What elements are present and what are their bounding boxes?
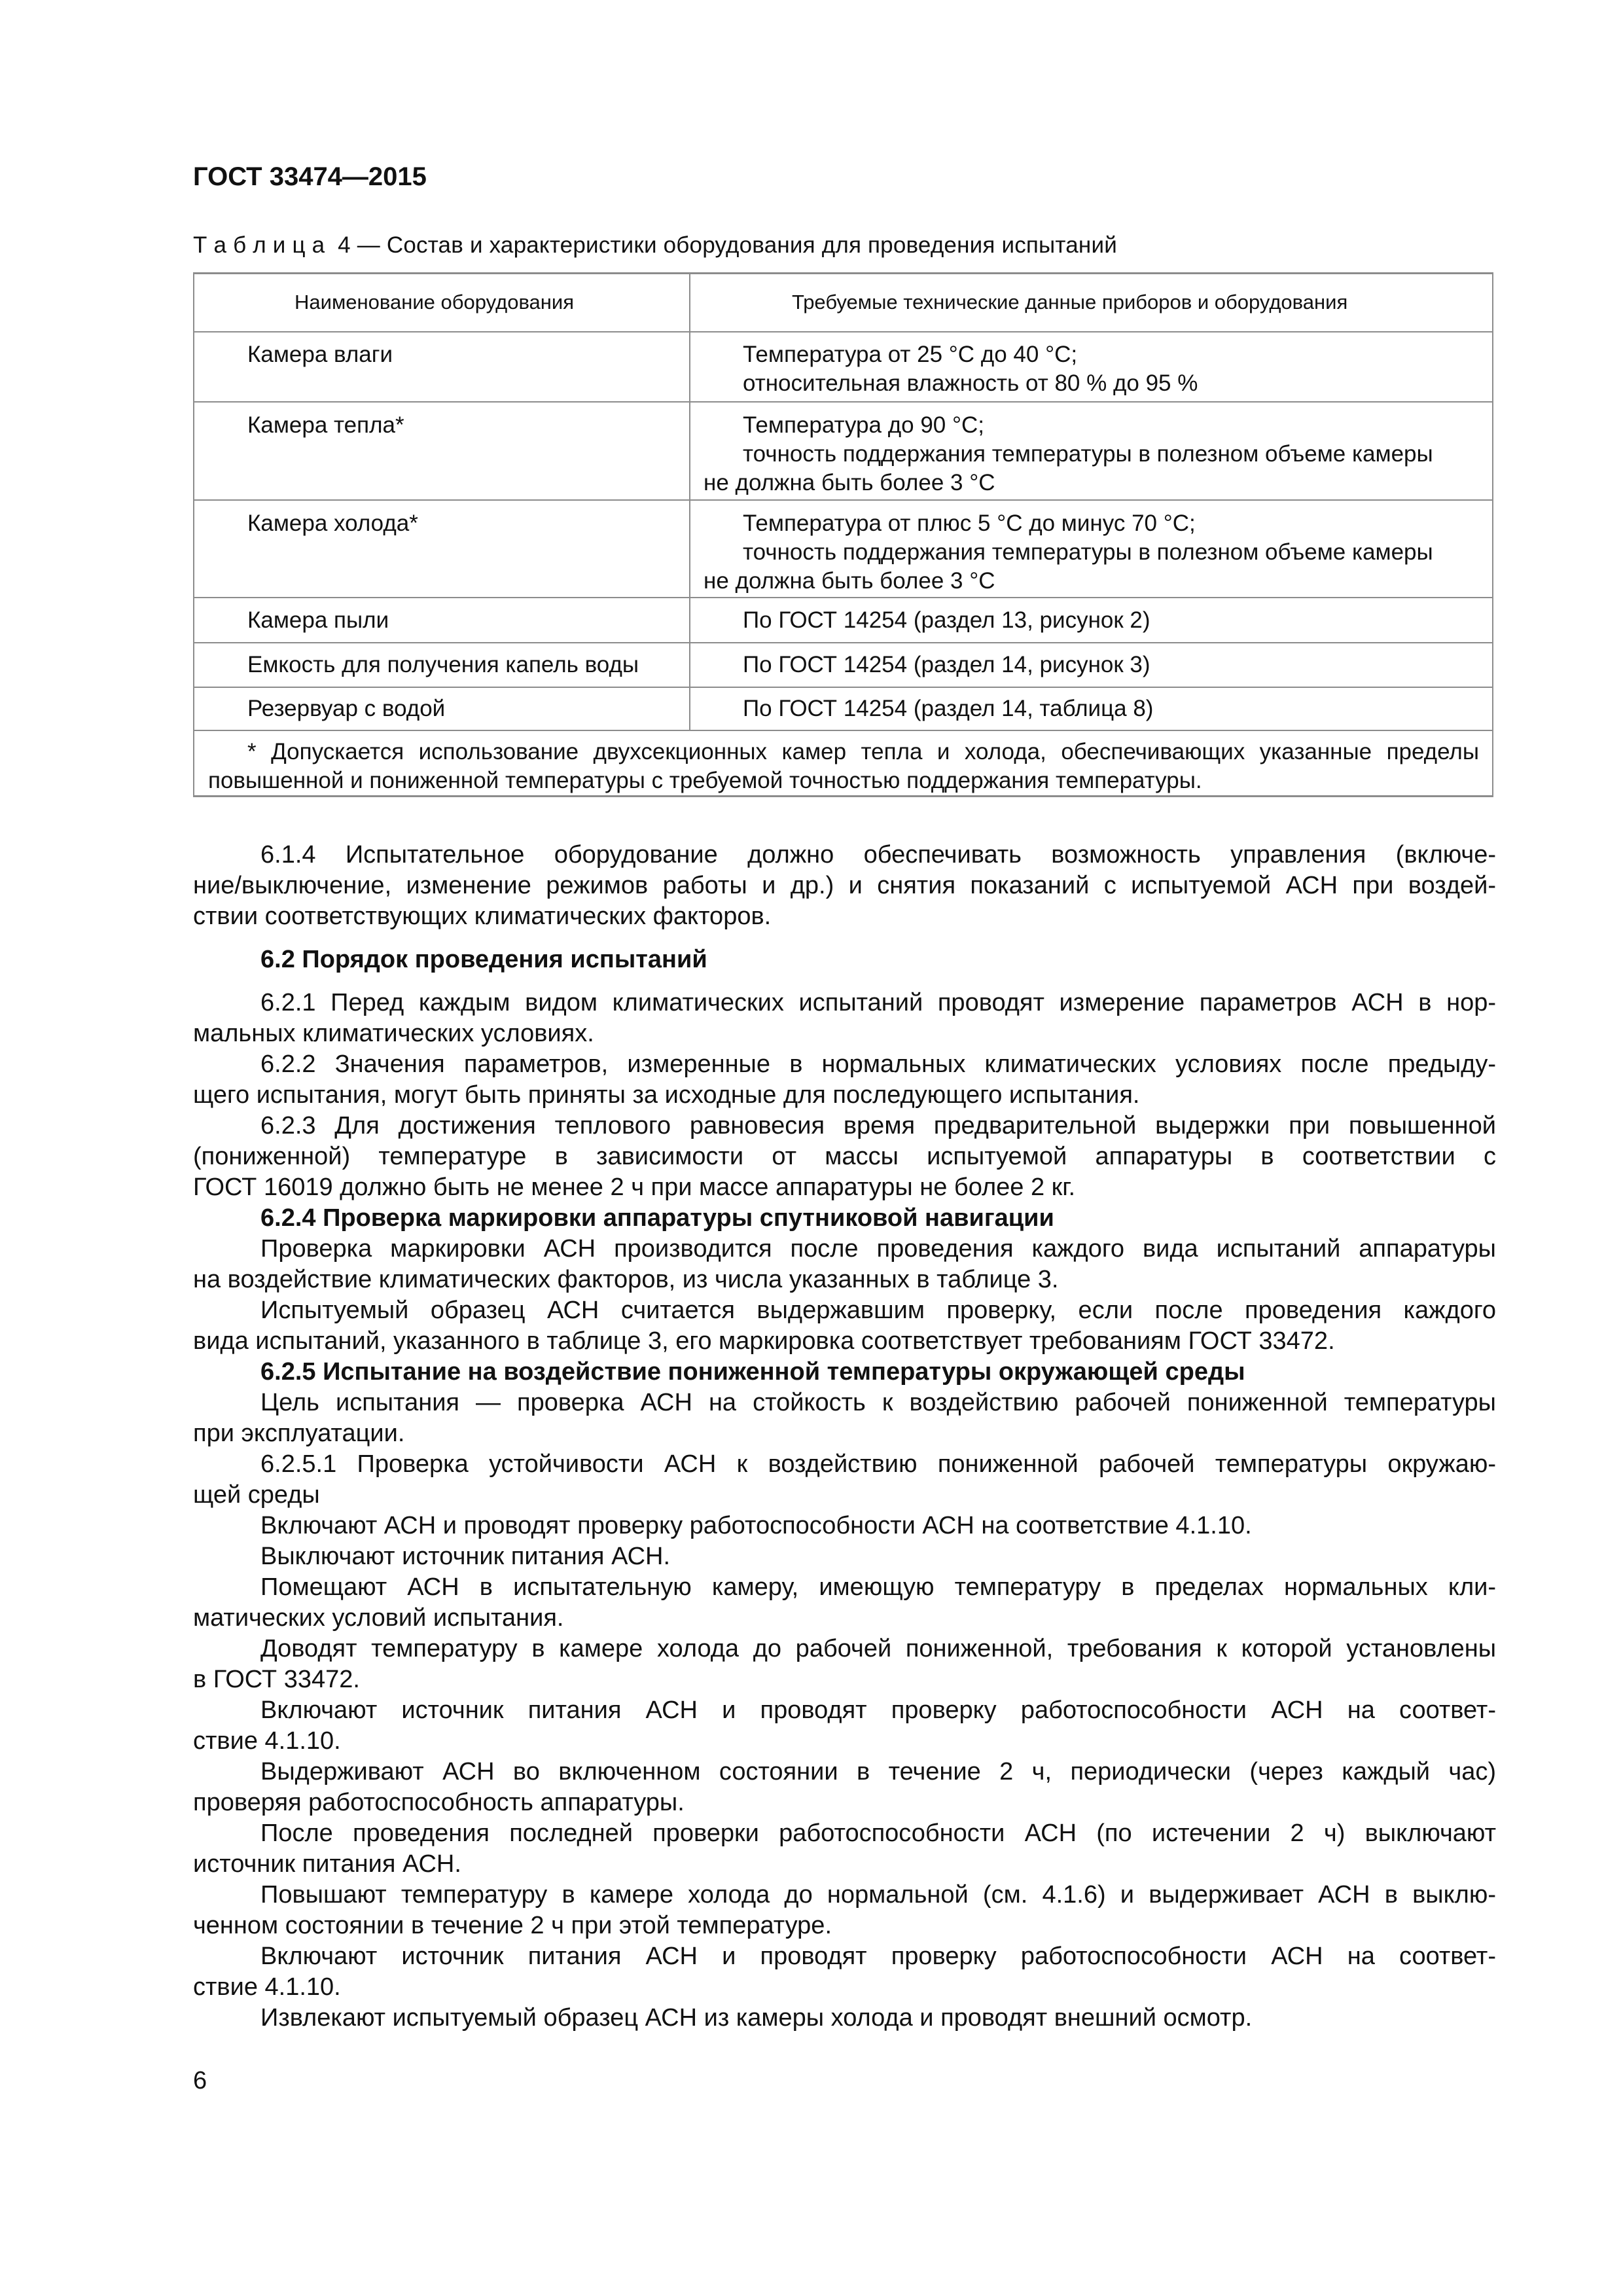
paragraph-line: ствии соответствующих климатических факторов. bbox=[193, 903, 772, 930]
table-footnote-line: * Допускается использование двухсекционных камер тепла и холода, обеспечивающих указанные пределы bbox=[247, 739, 1479, 764]
col-header-specs: Требуемые технические данные приборов и оборудования bbox=[792, 291, 1348, 314]
table-caption: Т а б л и ц а 4 — Состав и характеристики оборудования для проведения испытаний bbox=[193, 232, 1117, 258]
section-heading: 6.2.4 Проверка маркировки аппаратуры спутниковой навигации bbox=[260, 1204, 1054, 1232]
paragraph-line: ГОСТ 16019 должно быть не менее 2 ч при массе аппаратуры не более 2 кг. bbox=[193, 1174, 1076, 1201]
paragraph-line: ченном состоянии в течение 2 ч при этой температуре. bbox=[193, 1912, 832, 1939]
paragraph-line: 6.2.5.1 Проверка устойчивости АСН к воздействию пониженной рабочей температуры окружаю- bbox=[260, 1450, 1496, 1478]
table-column-divider bbox=[689, 272, 690, 730]
spec-line: По ГОСТ 14254 (раздел 13, рисунок 2) bbox=[743, 607, 1150, 633]
equipment-name: Камера тепла* bbox=[247, 412, 404, 438]
section-heading: 6.2 Порядок проведения испытаний bbox=[260, 946, 707, 973]
section-heading: 6.2.5 Испытание на воздействие пониженной температуры окружающей среды bbox=[260, 1358, 1245, 1386]
equipment-name: Камера пыли bbox=[247, 607, 389, 633]
spec-line: относительная влажность от 80 % до 95 % bbox=[743, 370, 1198, 396]
table-border-top bbox=[193, 272, 1493, 274]
table-row-rule bbox=[193, 642, 1493, 643]
spec-line: По ГОСТ 14254 (раздел 14, таблица 8) bbox=[743, 696, 1154, 721]
table-footnote-line: повышенной и пониженной температуры с требуемой точностью поддержания температуры. bbox=[208, 768, 1202, 793]
paragraph-line: матических условий испытания. bbox=[193, 1604, 564, 1632]
paragraph-line: 6.2.2 Значения параметров, измеренные в нормальных климатических условиях после предыду- bbox=[260, 1050, 1496, 1078]
paragraph-line: ствие 4.1.10. bbox=[193, 1973, 341, 2001]
spec-line: Температура до 90 °С; bbox=[743, 412, 984, 438]
table-row-rule bbox=[193, 499, 1493, 501]
table-border-left bbox=[193, 272, 194, 797]
paragraph-line: вида испытаний, указанного в таблице 3, его маркировка соответствует требованиям ГОСТ 33472. bbox=[193, 1327, 1335, 1355]
col-header-equipment: Наименование оборудования bbox=[294, 291, 575, 314]
table-row-rule bbox=[193, 597, 1493, 598]
paragraph-line: 6.1.4 Испытательное оборудование должно обеспечивать возможность управления (включе- bbox=[260, 841, 1496, 869]
paragraph-line: Включают АСН и проводят проверку работоспособности АСН на соответствие 4.1.10. bbox=[260, 1512, 1252, 1539]
paragraph-line: ствие 4.1.10. bbox=[193, 1727, 341, 1755]
spec-line: не должна быть более 3 °С bbox=[704, 470, 995, 495]
table-header-rule bbox=[193, 331, 1493, 332]
table-row-rule bbox=[193, 401, 1493, 403]
paragraph-line: проверяя работоспособность аппаратуры. bbox=[193, 1789, 685, 1816]
paragraph-line: Проверка маркировки АСН производится после проведения каждого вида испытаний аппаратуры bbox=[260, 1235, 1496, 1263]
paragraph-line: источник питания АСН. bbox=[193, 1850, 461, 1878]
spec-line: точность поддержания температуры в полезном объеме камеры bbox=[743, 539, 1433, 565]
paragraph-line: 6.2.3 Для достижения теплового равновесия время предварительной выдержки при повышенной bbox=[260, 1112, 1496, 1139]
equipment-name: Емкость для получения капель воды bbox=[247, 652, 639, 677]
paragraph-line: на воздействие климатических факторов, из числа указанных в таблице 3. bbox=[193, 1266, 1059, 1293]
table-row-rule bbox=[193, 687, 1493, 688]
paragraph-line: ние/выключение, изменение режимов работы и др.) и снятия показаний с испытуемой АСН при воздей- bbox=[193, 872, 1496, 899]
paragraph-line: при эксплуатации. bbox=[193, 1420, 405, 1447]
paragraph-line: Включают источник питания АСН и проводят проверку работоспособности АСН на соответ- bbox=[260, 1696, 1496, 1724]
paragraph-line: Помещают АСН в испытательную камеру, имеющую температуру в пределах нормальных кли- bbox=[260, 1573, 1496, 1601]
paragraph-line: мальных климатических условиях. bbox=[193, 1020, 594, 1047]
paragraph-line: 6.2.1 Перед каждым видом климатических испытаний проводят измерение параметров АСН в нор- bbox=[260, 989, 1496, 1016]
spec-line: точность поддержания температуры в полезном объеме камеры bbox=[743, 441, 1433, 467]
paragraph-line: в ГОСТ 33472. bbox=[193, 1666, 360, 1693]
paragraph-line: Выключают источник питания АСН. bbox=[260, 1543, 671, 1570]
equipment-name: Резервуар с водой bbox=[247, 696, 446, 721]
spec-line: По ГОСТ 14254 (раздел 14, рисунок 3) bbox=[743, 652, 1150, 677]
paragraph-line: щей среды bbox=[193, 1481, 320, 1509]
spec-line: Температура от плюс 5 °С до минус 70 °С; bbox=[743, 511, 1196, 536]
paragraph-line: Цель испытания — проверка АСН на стойкость к воздействию рабочей пониженной температуры bbox=[260, 1389, 1496, 1416]
page-number: 6 bbox=[193, 2067, 207, 2094]
paragraph-line: Извлекают испытуемый образец АСН из камеры холода и проводят внешний осмотр. bbox=[260, 2004, 1253, 2032]
paragraph-line: Выдерживают АСН во включенном состоянии в течение 2 ч, периодически (через каждый час) bbox=[260, 1758, 1496, 1785]
document-id: ГОСТ 33474—2015 bbox=[193, 162, 427, 191]
paragraph-line: Включают источник питания АСН и проводят проверку работоспособности АСН на соответ- bbox=[260, 1943, 1496, 1970]
paragraph-line: щего испытания, могут быть приняты за исходные для последующего испытания. bbox=[193, 1081, 1140, 1109]
spec-line: не должна быть более 3 °С bbox=[704, 568, 995, 594]
spec-line: Температура от 25 °С до 40 °С; bbox=[743, 342, 1078, 367]
table-border-bottom bbox=[193, 795, 1493, 797]
table-border-right bbox=[1492, 272, 1493, 797]
equipment-name: Камера холода* bbox=[247, 511, 418, 536]
paragraph-line: Доводят температуру в камере холода до рабочей пониженной, требования к которой установлены bbox=[260, 1635, 1496, 1662]
paragraph-line: После проведения последней проверки работоспособности АСН (по истечении 2 ч) выключают bbox=[260, 1820, 1496, 1847]
paragraph-line: (пониженной) температуре в зависимости от массы испытуемой аппаратуры в соответствии с bbox=[193, 1143, 1496, 1170]
equipment-name: Камера влаги bbox=[247, 342, 393, 367]
paragraph-line: Испытуемый образец АСН считается выдержавшим проверку, если после проведения каждого bbox=[260, 1297, 1496, 1324]
paragraph-line: Повышают температуру в камере холода до нормальной (см. 4.1.6) и выдерживает АСН в выклю- bbox=[260, 1881, 1496, 1909]
table-row-rule bbox=[193, 730, 1493, 731]
